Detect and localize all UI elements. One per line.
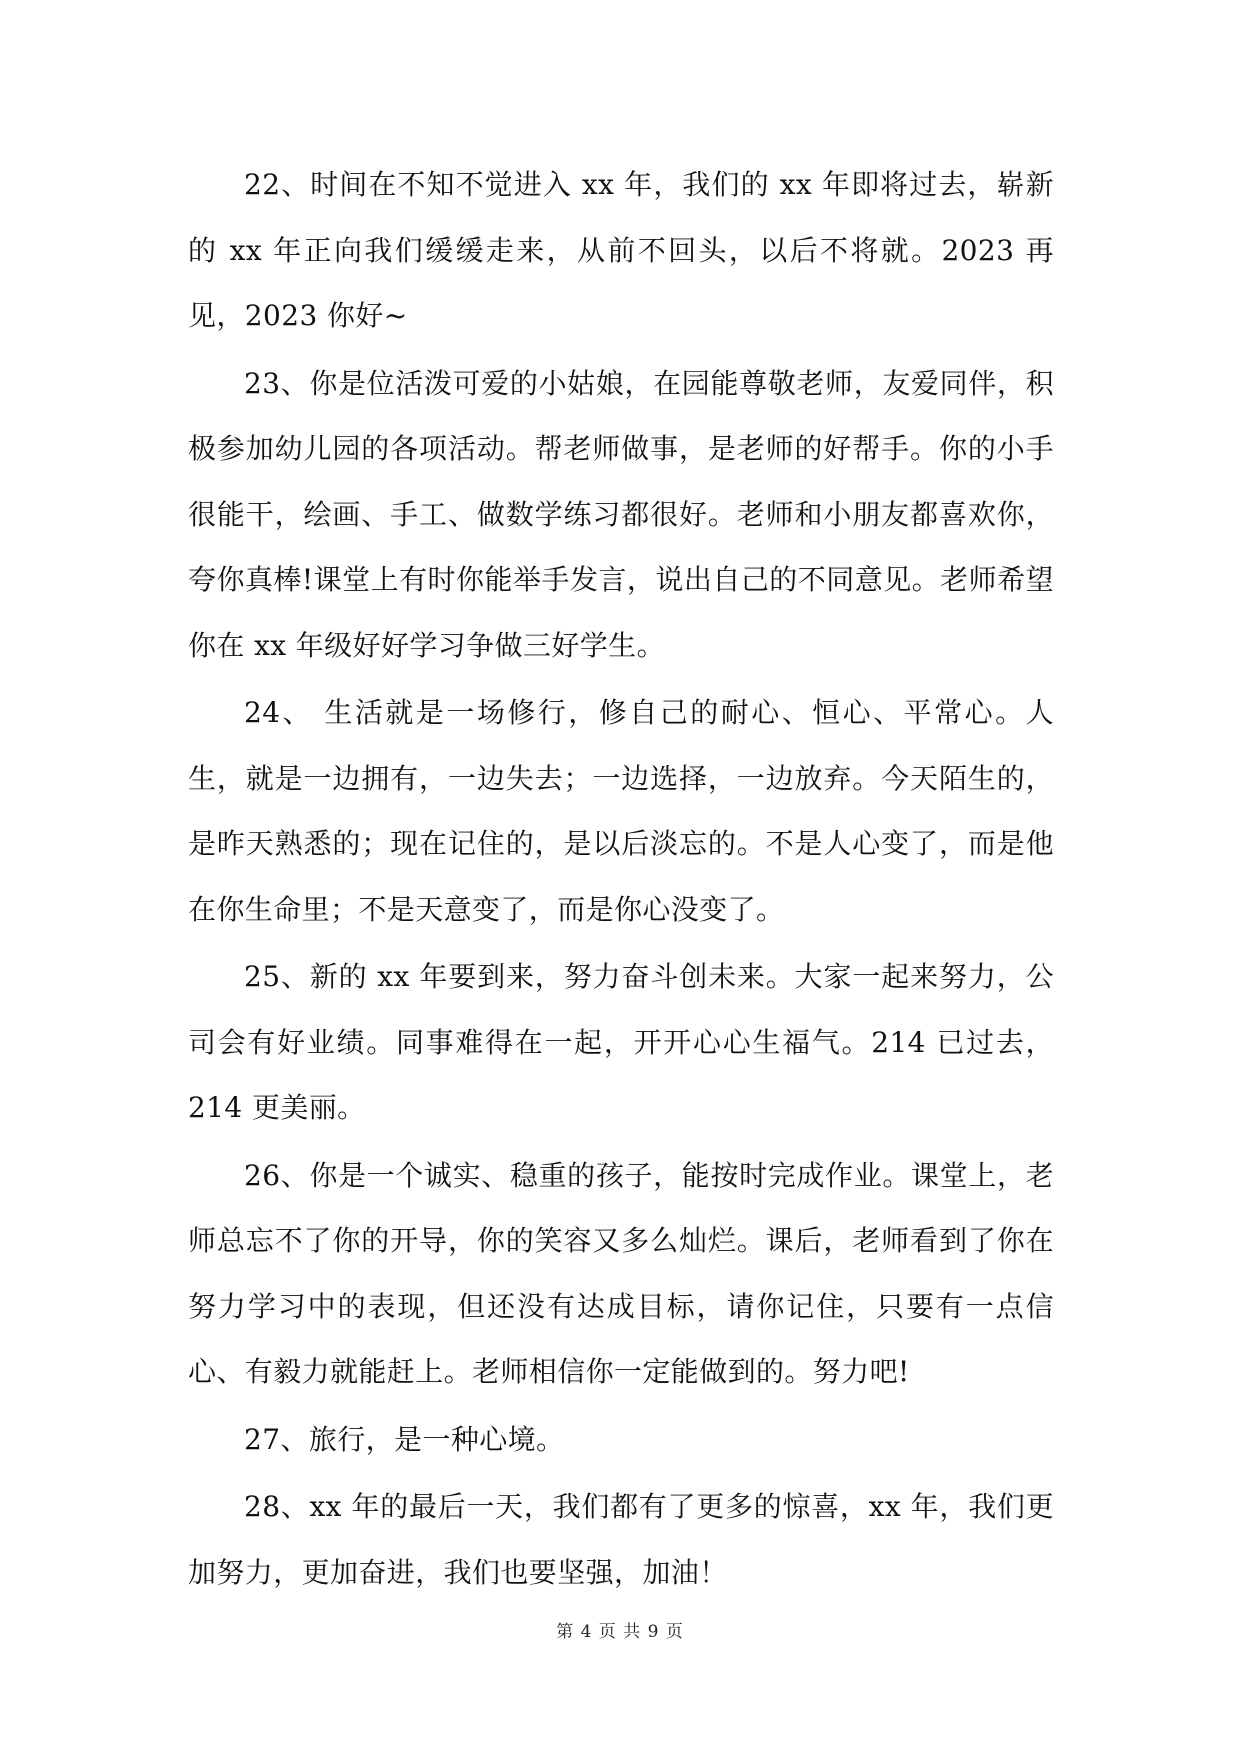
document-body [188, 152, 1054, 1607]
paragraph-27: 27、旅行，是一种心境。 [244, 1422, 565, 1456]
paragraph-23: 23、你是位活泼可爱的小姑娘，在园能尊敬老师，友爱同伴，积极参加幼儿园的各项活动。帮老师做事，是老师的好帮手。你的小手很能干，绘画、手工、做数学练习都很好。老师和小朋友都喜欢你，夸你真棒!课堂上有时你能举手发言，说出自己的不同意见。老师希望你在 xx 年级好好学习争做三好学生。 [188, 366, 1054, 662]
paragraph-25: 25、新的 xx 年要到来，努力奋斗创未来。大家一起来努力，公司会有好业绩。同事难得在一起，开开心心生福气。214 已过去，214 更美丽。 [188, 960, 1054, 1124]
paragraph-24: 24、 生活就是一场修行，修自己的耐心、恒心、平常心。人生，就是一边拥有，一边失去；一边选择，一边放弃。今天陌生的，是昨天熟悉的；现在记住的，是以后淡忘的。不是人心变了，而是他在你生命里；不是天意变了，而是你心没变了。 [188, 696, 1054, 926]
paragraph-28: 28、xx 年的最后一天，我们都有了更多的惊喜，xx 年，我们更加努力，更加奋进，我们也要坚强，加油！ [188, 1490, 1054, 1589]
page-footer [0, 1617, 1240, 1642]
paragraph-22: 22、时间在不知不觉进入 xx 年，我们的 xx 年即将过去，崭新的 xx 年正向我们缓缓走来，从前不回头，以后不将就。2023 再见，2023 你好~ [188, 168, 1054, 332]
paragraph-26: 26、你是一个诚实、稳重的孩子，能按时完成作业。课堂上，老师总忘不了你的开导，你的笑容又多么灿烂。课后，老师看到了你在努力学习中的表现，但还没有达成目标，请你记住，只要有一点信心、有毅力就能赶上。老师相信你一定能做到的。努力吧! [188, 1158, 1054, 1388]
page-number-label: 第 4 页 共 9 页 [556, 1622, 684, 1642]
